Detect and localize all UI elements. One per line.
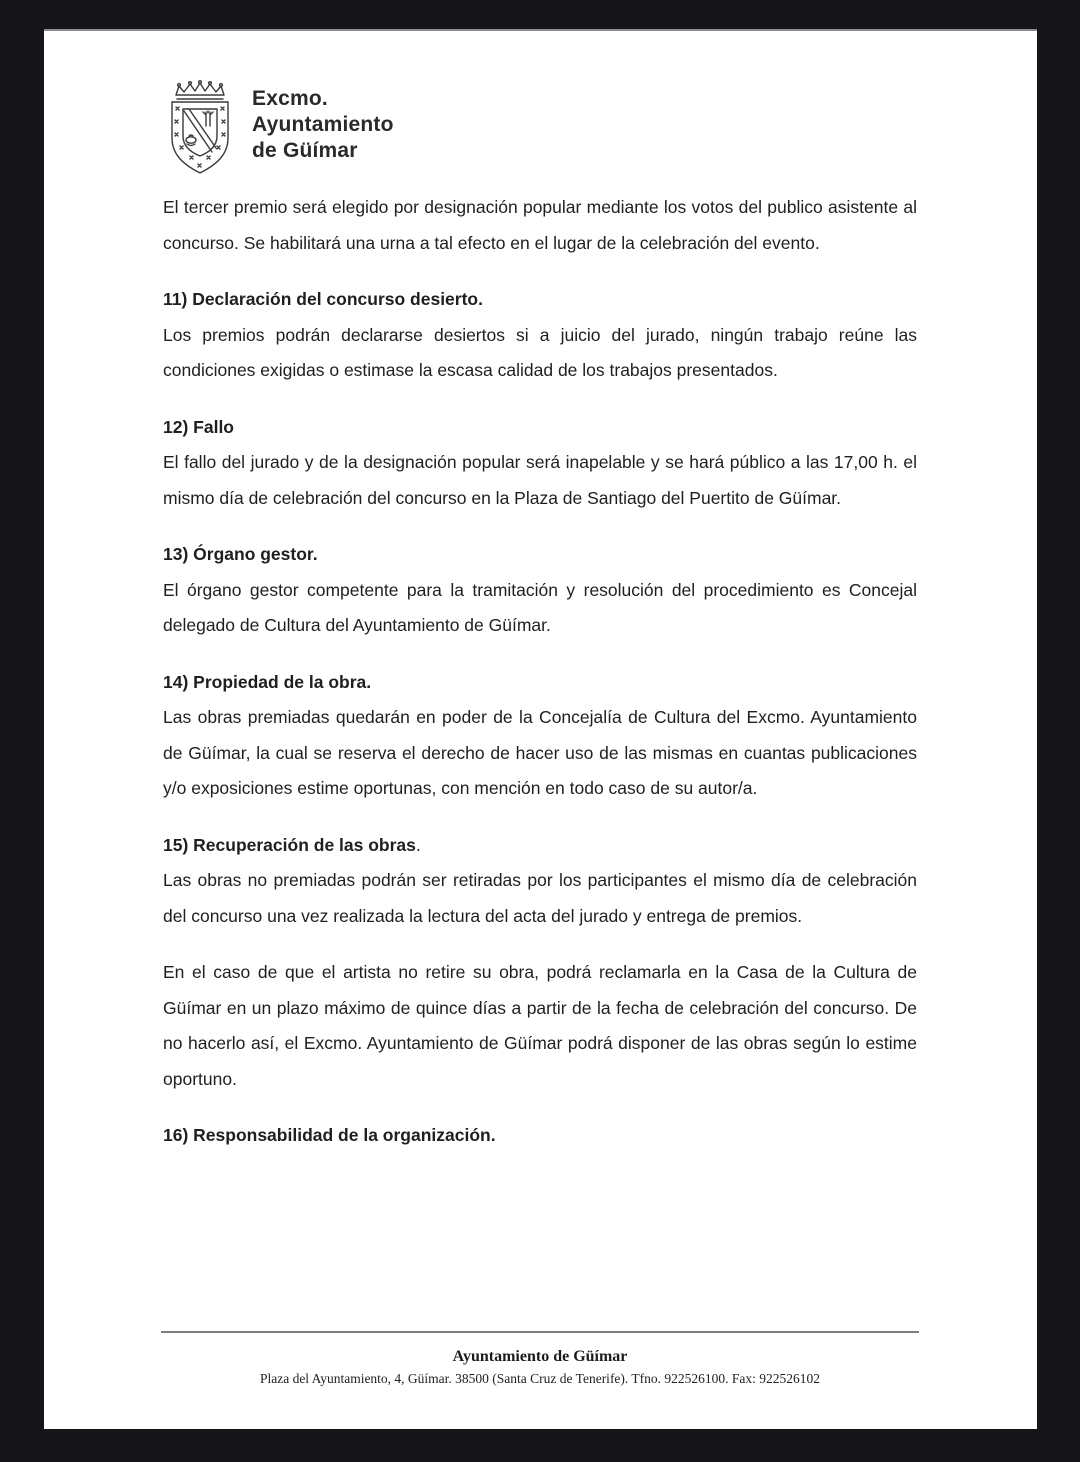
footer-org-name: Ayuntamiento de Güímar bbox=[452, 1348, 628, 1365]
org-name-line2: Ayuntamiento bbox=[252, 113, 394, 136]
section-14-body: Las obras premiadas quedarán en poder de la Concejalía de Cultura del Excmo. Ayuntamiento de Güímar, la cual se reserva el derecho de hacer uso de las mismas en cuantas publicaciones y/o exposiciones estime oportunas, con mención en todo caso de su autor/a. bbox=[163, 707, 917, 798]
section-15-heading: 15) Recuperación de las obras. bbox=[163, 834, 421, 855]
section-14 bbox=[163, 665, 917, 807]
footer-divider bbox=[161, 1331, 919, 1333]
footer-address: Plaza del Ayuntamiento, 4, Güímar. 38500 (Santa Cruz de Tenerife). Tfno. 922526100. Fax: 922526102 bbox=[259, 1371, 821, 1386]
page-footer bbox=[161, 1331, 919, 1387]
section-15-continuation bbox=[163, 955, 917, 1097]
section-12-body: El fallo del jurado y de la designación popular será inapelable y se hará público a las 17,00 h. el mismo día de celebración del concurso en la Plaza de Santiago del Puertito de Güímar. bbox=[163, 452, 917, 508]
section-13-body: El órgano gestor competente para la tramitación y resolución del procedimiento es Concejal delegado de Cultura del Ayuntamiento de Güímar. bbox=[163, 579, 917, 635]
section-11-heading: 11) Declaración del concurso desierto. bbox=[163, 289, 483, 309]
org-name-line1: Excmo. bbox=[252, 87, 328, 110]
document-content bbox=[163, 31, 917, 1154]
section-15-continuation-body: En el caso de que el artista no retire su obra, podrá reclamarla en la Casa de la Cultura de Güímar en un plazo máximo de quince días a partir de la fecha de celebración del concurso. De no hacerlo así, el Excmo. Ayuntamiento de Güímar podrá disponer de las obras según lo estime oportuno. bbox=[163, 962, 917, 1089]
section-14-heading: 14) Propiedad de la obra. bbox=[163, 671, 372, 692]
section-15-heading-period: . bbox=[415, 834, 421, 855]
letterhead bbox=[163, 80, 917, 181]
section-15 bbox=[163, 828, 917, 935]
section-15-body: Las obras no premiadas podrán ser retiradas por los participantes el mismo día de celebración del concurso una vez realizada la lectura del acta del jurado y entrega de premios. bbox=[163, 870, 917, 926]
section-13 bbox=[163, 537, 917, 644]
section-16 bbox=[163, 1118, 917, 1154]
section-12-heading: 12) Fallo bbox=[163, 416, 234, 437]
org-name bbox=[252, 86, 394, 164]
guimar-coat-of-arms-icon bbox=[163, 80, 237, 181]
org-name-line3: de Güímar bbox=[252, 139, 358, 162]
document-page bbox=[44, 29, 1037, 1429]
section-13-heading: 13) Órgano gestor. bbox=[163, 544, 318, 564]
section-12 bbox=[163, 410, 917, 517]
section-11 bbox=[163, 282, 917, 389]
section-11-body: Los premios podrán declararse desiertos si a juicio del jurado, ningún trabajo reúne las condiciones exigidas o estimase la escasa calidad de los trabajos presentados. bbox=[163, 324, 917, 380]
intro-paragraph: El tercer premio será elegido por designación popular mediante los votos del publico asistente al concurso. Se habilitará una urna a tal efecto en el lugar de la celebración del evento. bbox=[163, 197, 917, 253]
section-16-heading: 16) Responsabilidad de la organización. bbox=[163, 1125, 496, 1145]
